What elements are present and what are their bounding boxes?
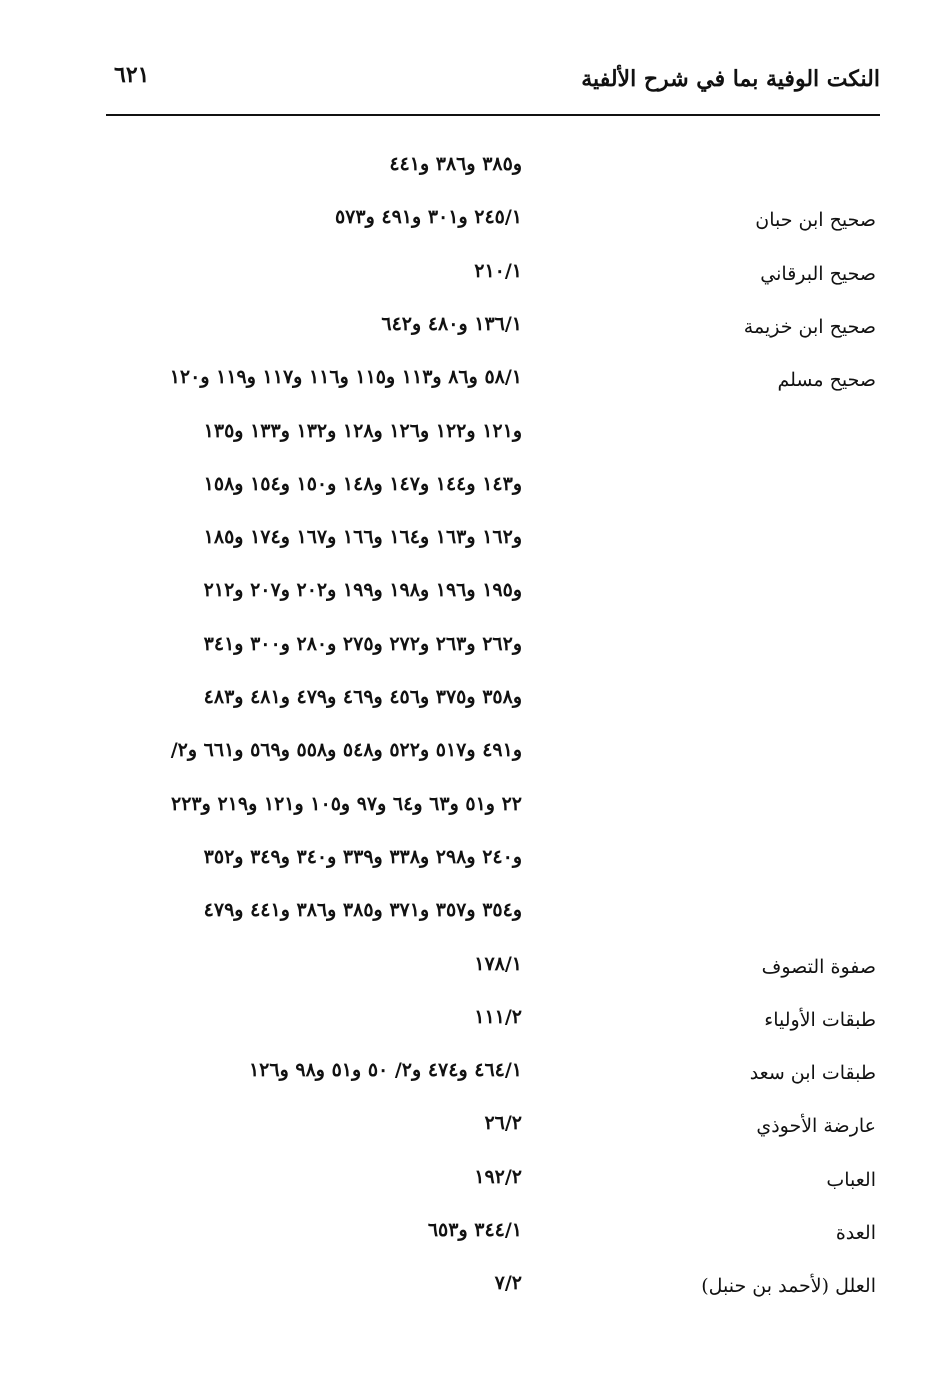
entry-reference-line: و٣٥٤ و٣٥٧ و٣٧١ و٣٨٥ و٣٨٦ و٤٤١ و٤٧٩ <box>203 899 522 922</box>
entry-reference-line: ٢٦/٢ <box>484 1112 522 1135</box>
entry-title: صحيح ابن خزيمة <box>743 315 876 338</box>
entry-reference-line: ٢٤٥/١ و٣٠١ و٤٩١ و٥٧٣ <box>334 206 522 229</box>
entry-reference-line: و٣٨٥ و٣٨٦ و٤٤١ <box>389 153 522 175</box>
entry-reference-line: و١٤٣ و١٤٤ و١٤٧ و١٤٨ و١٥٠ و١٥٤ و١٥٨ <box>203 472 522 495</box>
entry-reference-line: ٥٨/١ و٨٦ و١١٣ و١١٥ و١١٦ و١١٧ و١١٩ و١٢٠ <box>169 366 522 389</box>
entry-reference-line: و٢٤٠ و٢٩٨ و٣٣٨ و٣٣٩ و٣٤٠ و٣٤٩ و٣٥٢ <box>203 845 522 868</box>
entry-title: العباب <box>826 1168 876 1191</box>
entry-title: صحيح ابن حبان <box>755 209 876 232</box>
entry-reference-line: و٢٦٢ و٢٦٣ و٢٧٢ و٢٧٥ و٢٨٠ و٣٠٠ و٣٤١ <box>203 632 522 655</box>
entry-title: طبقات ابن سعد <box>749 1062 876 1085</box>
entry-reference-line: ٢٢ و٥١ و٦٣ و٦٤ و٩٧ و١٠٥ و١٢١ و٢١٩ و٢٢٣ <box>171 792 522 815</box>
entry-reference-line: ٢١٠/١ <box>474 259 522 282</box>
entry-title: طبقات الأولياء <box>764 1008 876 1031</box>
entry-title: العدة <box>835 1222 876 1244</box>
entry-reference-line: و١٩٥ و١٩٦ و١٩٨ و١٩٩ و٢٠٢ و٢٠٧ و٢١٢ <box>203 579 522 602</box>
entry-title: صحيح مسلم <box>777 369 876 392</box>
entry-reference-line: و١٢١ و١٢٢ و١٢٦ و١٢٨ و١٣٢ و١٣٣ و١٣٥ <box>203 419 522 442</box>
entry-reference-line: ١١١/٢ <box>474 1005 522 1028</box>
entry-reference-line: ١٧٨/١ <box>474 952 522 975</box>
entry-reference-line: و١٦٢ و١٦٣ و١٦٤ و١٦٦ و١٦٧ و١٧٤ و١٨٥ <box>203 526 522 549</box>
entry-title: صفوة التصوف <box>761 955 876 978</box>
entry-reference-line: و٤٩١ و٥١٧ و٥٢٢ و٥٤٨ و٥٥٨ و٥٦٩ و٦٦١ و٢/ <box>170 739 522 762</box>
entry-reference-line: ١٣٦/١ و٤٨٠ و٦٤٢ <box>381 312 522 335</box>
entry-reference-line: ١٩٢/٢ <box>474 1165 522 1188</box>
entry-title: العلل (لأحمد بن حنبل) <box>701 1275 876 1298</box>
entry-reference-line: ٣٤٤/١ و٦٥٣ <box>427 1219 522 1241</box>
entry-reference-line: و٣٥٨ و٣٧٥ و٤٥٦ و٤٦٩ و٤٧٩ و٤٨١ و٤٨٣ <box>203 686 522 708</box>
entry-reference-line: ٧/٢ <box>494 1272 522 1295</box>
page-number: ٦٢١ <box>114 62 150 88</box>
entry-title: عارضة الأحوذي <box>756 1115 876 1138</box>
running-title: النكت الوفية بما في شرح الألفية <box>581 66 880 92</box>
entry-title: صحيح البرقاني <box>760 262 876 285</box>
entry-reference-line: ٤٦٤/١ و٤٧٤ و٢/ ٥٠ و٥١ و٩٨ و١٢٦ <box>248 1059 522 1082</box>
